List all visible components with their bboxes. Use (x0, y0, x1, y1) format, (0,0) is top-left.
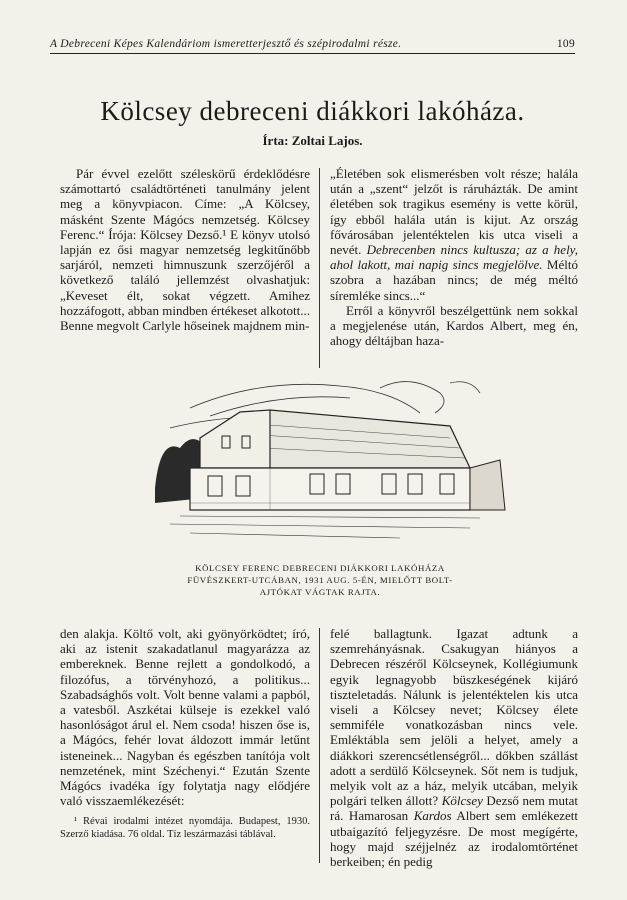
running-header (50, 38, 575, 54)
running-title: A Debreceni Képes Kalendáriom ismeretterjesztő és szépirodalmi része. (50, 38, 402, 50)
column-top-right (330, 166, 578, 348)
footnote (60, 816, 310, 841)
column-divider (319, 628, 320, 863)
paragraph: Pár évvel ezelőtt széleskörű érdeklődésre számottartó családtörténeti tanulmány jelent meg a könyvpiacon. Címe: „A Kölcsey, másként Szente Mágócs nemzetség. Kölcsey Ferenc.“ Írója: Kölcsey Dezső.¹ E könyv utolsó lapján ez ősi magyar nemzetség legkitűnőbb sarjáról, nemzeti himnuszunk szerzőjéről a következő találó jellemzést olvashatjuk: „Keveset élt, sokat végzett. Amihez hozzáfogott, abban mindben értékeset alkotott... Benne megvolt Carlyle hőseinek majdnem min- (60, 166, 310, 334)
paragraph: Erről a könyvről beszélgettünk nem sokkal a megjelenése után, Kardos Albert, meg én, ahogy déltájban haza- (330, 302, 578, 349)
article-title: Kölcsey debreceni diákkori lakóháza. (100, 96, 525, 126)
figure-caption (110, 562, 530, 598)
column-divider (319, 168, 320, 368)
page-number: 109 (556, 38, 575, 50)
column-bottom-left (60, 626, 310, 841)
caption-line: AJTÓKAT VÁGTAK RAJTA. (259, 587, 381, 597)
column-top-left (60, 166, 310, 333)
article-byline: Írta: Zoltai Lajos. (262, 133, 363, 148)
caption-line: FÜVÉSZKERT-UTCÁBAN, 1931 AUG. 5-ÉN, MIELŐTT BOLT- (187, 575, 453, 585)
footnote-text: ¹ Révai irodalmi intézet nyomdája. Budapest, 1930. Szerző kiadása. 76 oldal. Tíz leszármazási táblával. (60, 816, 310, 840)
paragraph: den alakja. Költő volt, aki gyönyörködtet; író, aki az istenit szakadatlanul magyarázza az embereknek. Benne rejlett a gondolkodó, a filozófus, a törvényhozó, a politikus... Szabadsághős volt. Volt benne valami a papból, a vatesből. Aszkétai külseje is ezekkel való hasonlóságot árul el. Nem csoda! hiszen őse is, a Mágócs, fehér lovat áldozott immár letűnt isteneinek... Nagyban és egészben tanítója volt nemzetének, mint Széchenyi.“ Ezután Szente Mágócs ivadéka így folytatja nagy elődjére való visszaemlékezését: (60, 626, 310, 809)
paragraph: „Életében sok elismerésben volt része; halála után a „szent“ jelzőt is ráruházták. De amint életében sok tragikus esemény is vette körül, így ebből halála után is kijut. Az ország fővárosában jelentéktelen kis utca viseli a nevét. Debrecenben nincs kultusza; az a hely, ahol lakott, mai napig sincs megjelölve. Méltó szobra a hazában nincs; de még méltó síremléke sincs...“ (330, 166, 578, 303)
caption-line: KÖLCSEY FERENC DEBRECENI DIÁKKORI LAKÓHÁZA (195, 563, 445, 573)
paragraph: felé ballagtunk. Igazat adtunk a szemrehányásnak. Csakugyan hiányos a Debrecen részéről Kölcseynek, Kollégiumunk egyik legnagyobb büszkeségének kijáró tiszteletadás. Nálunk is jelentéktelen kis utca viseli a Kölcsey nevet; Kölcsey élete semmiféle vonatkozásban nincs vele. Emléktábla sem jelöli a helyet, amely a diákkori szerencsétlenségről... dőkben szállást adott a serdülő Kölcseynek. Sőt nem is tudjuk, melyik volt az a ház, melyik utcában, melyik polgári telken állott? Kölcsey Dezső nem mutat rá. Hamarosan Kardos Albert sem emlékezett utbaigazító feljegyzésre. De most megígérte, hogy majd széjjelnéz az irodalomtörténet berkeiben; én pedig (330, 626, 578, 870)
column-bottom-right (330, 626, 578, 869)
house-illustration (150, 368, 510, 548)
